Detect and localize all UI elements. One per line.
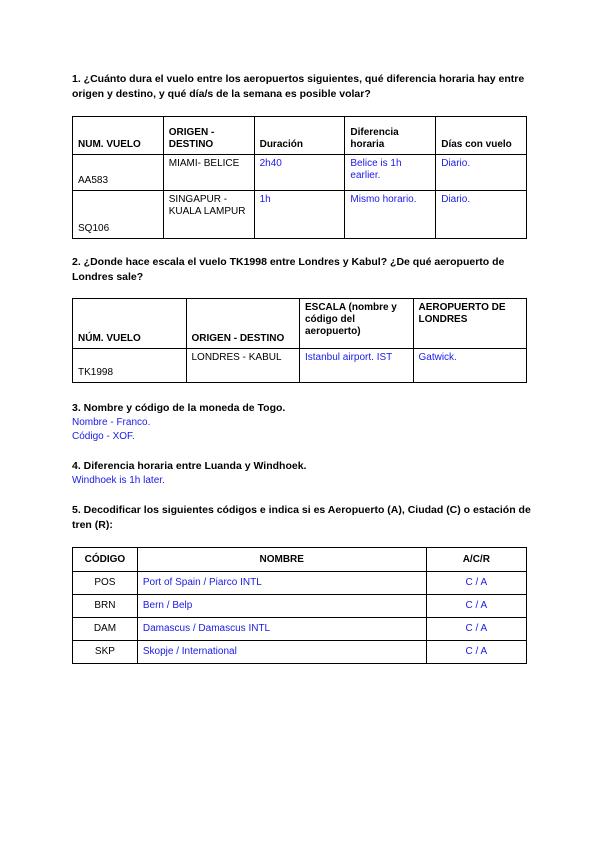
table-row (73, 155, 527, 191)
header-cell: ESCALA (nombre y código del aeropuerto) (300, 299, 414, 349)
table-row (73, 595, 527, 618)
name: Bern / Belp (137, 595, 426, 618)
question-5: 5. Decodificar los siguientes códigos e indica si es Aeropuerto (A), Ciudad (C) o estación de tren (R): (72, 504, 531, 531)
origin-destination: LONDRES - KABUL (186, 349, 300, 383)
codes-table (72, 547, 527, 664)
table-row (73, 191, 527, 239)
time-difference: Belice is 1h earlier. (345, 155, 436, 191)
table-row (73, 641, 527, 664)
header-cell: A/C/R (426, 548, 526, 572)
header-cell: AEROPUERTO DE LONDRES (413, 299, 527, 349)
type: C / A (426, 572, 526, 595)
layover-table (72, 298, 527, 383)
table-row (73, 349, 527, 383)
header-cell: ORIGEN - DESTINO (186, 299, 300, 349)
header-cell: NOMBRE (137, 548, 426, 572)
header-cell: Duración (254, 117, 345, 155)
table-row (73, 618, 527, 641)
header-cell: NÚM. VUELO (73, 299, 187, 349)
header-cell: Días con vuelo (436, 117, 527, 155)
table-header-row (73, 299, 527, 349)
table-header-row (73, 548, 527, 572)
answer-time-difference: Windhoek is 1h later. (72, 475, 165, 486)
name: Port of Spain / Piarco INTL (137, 572, 426, 595)
duration: 1h (254, 191, 345, 239)
london-airport: Gatwick. (413, 349, 527, 383)
type: C / A (426, 618, 526, 641)
code: SKP (73, 641, 138, 664)
flight-days: Diario. (436, 191, 527, 239)
flight-number: TK1998 (73, 349, 187, 383)
name: Skopje / International (137, 641, 426, 664)
type: C / A (426, 641, 526, 664)
question-2: 2. ¿Donde hace escala el vuelo TK1998 entre Londres y Kabul? ¿De qué aeropuerto de Londres sale? (72, 256, 505, 283)
question-4: 4. Diferencia horaria entre Luanda y Windhoek. (72, 460, 307, 472)
answer-currency-name: Nombre - Franco. (72, 417, 151, 428)
header-cell: NUM. VUELO (73, 117, 164, 155)
time-difference: Mismo horario. (345, 191, 436, 239)
flights-table (72, 116, 527, 239)
origin-destination: MIAMI- BELICE (163, 155, 254, 191)
layover-airport: Istanbul airport. IST (300, 349, 414, 383)
code: BRN (73, 595, 138, 618)
header-cell: ORIGEN - DESTINO (163, 117, 254, 155)
origin-destination: SINGAPUR - KUALA LAMPUR (163, 191, 254, 239)
header-cell: CÓDIGO (73, 548, 138, 572)
code: POS (73, 572, 138, 595)
name: Damascus / Damascus INTL (137, 618, 426, 641)
table-row (73, 572, 527, 595)
code: DAM (73, 618, 138, 641)
flight-days: Diario. (436, 155, 527, 191)
answer-currency-code: Código - XOF. (72, 431, 135, 442)
table-header-row (73, 117, 527, 155)
type: C / A (426, 595, 526, 618)
header-cell: Diferencia horaria (345, 117, 436, 155)
question-1: 1. ¿Cuánto dura el vuelo entre los aeropuertos siguientes, qué diferencia horaria hay entre origen y destino, y qué día/s de la semana es posible volar? (72, 73, 525, 100)
flight-number: SQ106 (73, 191, 164, 239)
question-3: 3. Nombre y código de la moneda de Togo. (72, 402, 286, 414)
duration: 2h40 (254, 155, 345, 191)
flight-number: AA583 (73, 155, 164, 191)
